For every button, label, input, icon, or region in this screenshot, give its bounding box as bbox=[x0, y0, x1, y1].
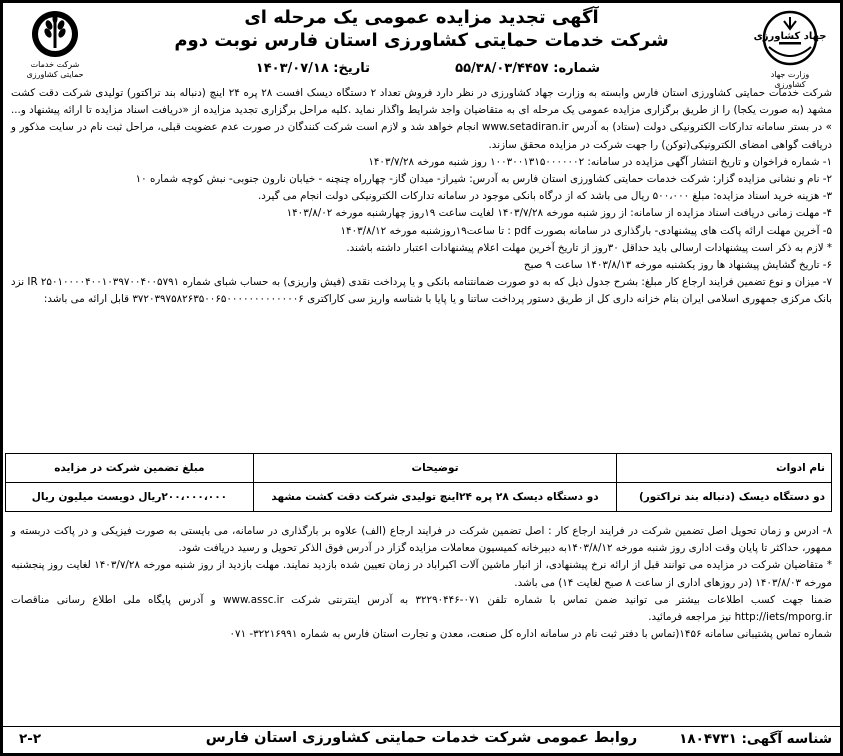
note-visit: * متقاضیان شرکت در مزایده می توانند قبل از ارائه نرخ پیشنهادی، از انبار ماشین آلات اکبراباد در زمان تعیین شده بازدید نمایند. مهلت بازدید از روز شنبه مورخه ۱۴۰۳/۷/۲۸ لغایت روز پنجشنبه مورخه ۱۴۰۳/۸/۰۳ (در روزهای اداری از ساعت ۸ صبح لغایت ۱۴) می باشد. bbox=[11, 559, 832, 589]
clause-2: ۲- نام و نشانی مزایده گزار: شرکت خدمات حمایتی کشاورزی استان فارس به آدرس: شیراز- میدان گاز- چهارراه چنچنه - خیابان نارون جنوبی- نبش کوچه شماره ۱۰ bbox=[135, 173, 832, 186]
jahad-emblem-icon bbox=[753, 9, 827, 69]
ad-footer bbox=[3, 726, 840, 753]
public-relations-signature: روابط عمومی شرکت خدمات حمایتی کشاورزی استان فارس bbox=[205, 730, 638, 746]
ad-body bbox=[11, 85, 832, 430]
jahad-keshavarzi-logo bbox=[754, 9, 826, 90]
clause-7: ۷- میزان و نوع تضمین فرایند ارجاع کار مبلغ: بشرح جدول ذیل که به دو صورت ضمانتنامه بانکی و یا پرداخت نقدی (فیش واریزی) به حساب شبای شماره IR ۲۵۰۱۰۰۰۰۴۰۰۱۰۳۹۷۰۰۴۰۰۵۷۹۱ نزد بانک مرکزی جمهوری اسلامی ایران بنام خزانه داری کل از طریق دستور پرداخت ساتنا و یا پایا با شناسه واریز سی کاراکتری ۳۷۲۰۳۹۷۵۸۲۶۳۵۰۰۶۵۰۰۰۰۰۰۰۰۰۰۰۰۰۶ قابل ارائه می باشد: bbox=[11, 276, 832, 306]
col-description: توضیحات bbox=[253, 454, 616, 483]
letter-date: تاریخ: ۱۴۰۳/۰۷/۱۸ bbox=[255, 61, 370, 76]
col-guarantee-amount: مبلغ تضمین شرکت در مزایده bbox=[6, 454, 254, 483]
clause-8: ۸- ادرس و زمان تحویل اصل تضمین شرکت در فرایند ارجاع کار : اصل تضمین شرکت در فرایند ارجاع (الف) علاوه بر بارگذاری در سامانه، می بایستی به صورت فیزیکی و در پاکت دربسته و ممهور، حداکثر تا پایان وقت اداری روز شنبه مورخه ۱۴۰۳/۸/۱۲به دبیرخانه کمیسیون معاملات مزایده گزار در آدرس فوق الذکر تحویل و رسید دریافت شود. bbox=[11, 525, 832, 555]
table-row bbox=[6, 483, 832, 512]
ad-id: شناسه آگهی: ۱۸۰۴۷۳۱ bbox=[679, 731, 832, 747]
clause-4: ۴- مهلت زمانی دریافت اسناد مزایده از سامانه: از روز شنبه مورخه ۱۴۰۳/۷/۲۸ لغایت ساعت ۱۹روز چهارشنبه مورخه ۱۴۰۳/۸/۰۲ bbox=[286, 207, 832, 220]
table-header-row bbox=[6, 454, 832, 483]
ad-subtitle: شرکت خدمات حمایتی کشاورزی استان فارس نوبت دوم bbox=[174, 30, 669, 51]
jahad-logo-text: جهاد کشاورزی bbox=[753, 31, 827, 42]
company-logo-caption: شرکت خدمات حمایتی کشاورزی bbox=[26, 60, 84, 79]
clause-3: ۳- هزینه خرید اسناد مزایده: مبلغ ۵۰۰،۰۰۰ ریال می باشد که از درگاه بانکی موجود در سامانه تدارکات الکترونیکی دولت انجام می گیرد. bbox=[257, 190, 832, 203]
intro-paragraph: شرکت خدمات حمایتی کشاورزی استان فارس وابسته به وزارت جهاد کشاورزی در نظر دارد فروش تعداد ۲ دستگاه دیسک افست ۲۸ پره ۲۴ اینچ (دنباله بند تراکتور) تولیدی شرکت دقت کشت مشهد (به صورت یکجا) را از طریق برگزاری مزایده عمومی یک مرحله ای به متقاضیان واجد شرایط واگذار نماید .کلیه مراحل برگزاری تجدید مزایده از «دریافت اسناد مزایده تا ارائه پیشنهاد و... » در بستر سامانه تدارکات الکترونیکی دولت (ستاد) به آدرس www.setadiran.ir انجام خواهد شد و لازم است شرکت کنندگان در صورت عدم عضویت قبلی، مراحل ثبت نام در سایت مذکور و دریافت گواهی امضای الکترونیکی(توکن) را جهت شرکت در مزایده محقق سازند. bbox=[11, 87, 832, 151]
page-number: ۲-۲ bbox=[19, 731, 42, 747]
letter-number: شماره: ۵۵/۳۸/۰۳/۴۴۵۷ bbox=[455, 61, 600, 76]
note-validity: * لازم به ذکر است پیشنهادات ارسالی باید حداقل ۳۰روز از تاریخ آخرین مهلت اعلام پیشنهادات اعتبار داشته باشند. bbox=[346, 241, 832, 254]
clause-6: ۶- تاریخ گشایش پیشنهاد ها روز یکشنبه مورخه ۱۴۰۳/۸/۱۳ ساعت ۹ صبح bbox=[523, 259, 832, 272]
cell-guarantee-amount: ۲۰۰،۰۰۰،۰۰۰ریال دویست میلیون ریال bbox=[6, 483, 254, 512]
contact-info: ضمنا جهت کسب اطلاعات بیشتر می توانید ضمن تماس با شماره تلفن ۰۷۱-۳۲۲۹۰۴۴۶ به آدرس اینترنتی شرکت www.assc.ir و آدرس پایگاه ملی اطلاع رسانی مناقصات http://iets/mporg.ir نیز مراجعه فرمائید. bbox=[11, 593, 832, 624]
wheat-gear-emblem-icon bbox=[30, 9, 80, 59]
support-info: شماره تماس پشتیبانی سامانه ۱۴۵۶(تماس با دفتر ثبت نام در سامانه اداره کل صنعت، معدن و تجارت استان فارس به شماره ۳۲۲۱۶۹۹۱- ۰۷۱ bbox=[229, 628, 832, 641]
cell-equipment-name: دو دستگاه دیسک (دنباله بند تراکتور) bbox=[617, 483, 832, 512]
ad-title: آگهی تجدید مزایده عمومی یک مرحله ای bbox=[244, 7, 599, 28]
clause-5: ۵- آخرین مهلت ارائه پاکت های پیشنهادی- بارگذاری در سامانه بصورت pdf : تا ساعت۱۹روزشنبه مورخه ۱۴۰۳/۸/۱۲ bbox=[340, 224, 832, 237]
guarantee-table bbox=[5, 453, 832, 512]
jahad-logo-caption: وزارت جهاد کشاورزی bbox=[770, 70, 810, 89]
cell-description: دو دستگاه دیسک ۲۸ پره ۲۴اینچ تولیدی شرکت دقت کشت مشهد bbox=[253, 483, 616, 512]
ad-body-continued bbox=[11, 523, 832, 728]
col-equipment-name: نام ادوات bbox=[617, 454, 832, 483]
company-logo bbox=[19, 9, 91, 80]
clause-1: ۱- شماره فراخوان و تاریخ انتشار آگهی مزایده در سامانه: ۱۰۰۳۰۰۱۳۱۵۰۰۰۰۰۰۲ روز شنبه مورخه ۱۴۰۳/۷/۲۸ bbox=[368, 155, 832, 168]
